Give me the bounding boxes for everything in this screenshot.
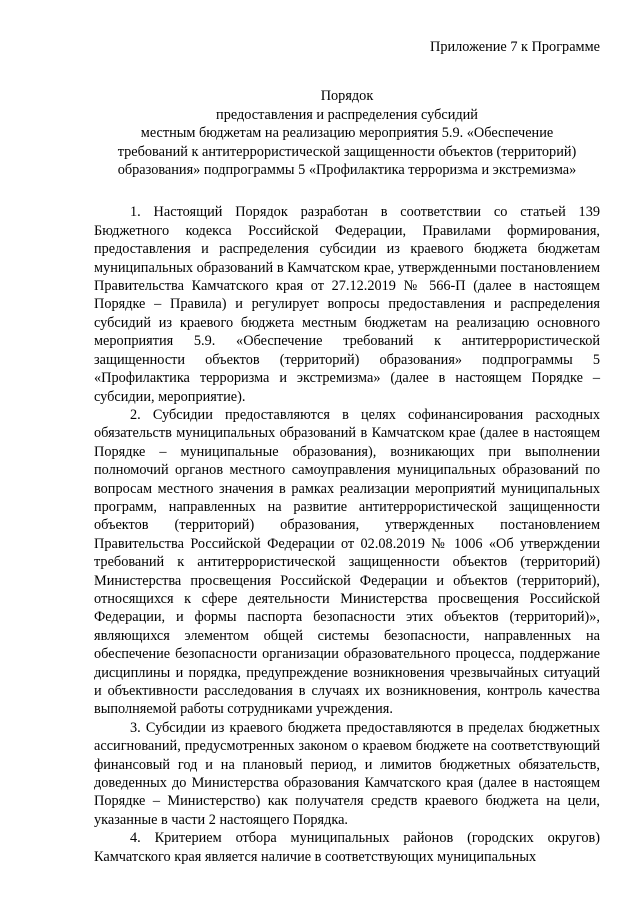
title-line: требований к антитеррористической защищенности объектов (территорий) [117,143,577,160]
document-title [94,87,600,179]
title-line: местным бюджетам на реализацию мероприятия 5.9. «Обеспечение [140,125,554,142]
paragraph-3: 3. Субсидии из краевого бюджета предоставляются в пределах бюджетных ассигнований, предусмотренных законом о краевом бюджете на соответствующий финансовый год и на плановый период, и лимитов бюджетных обязательств, доведенных до Министерства образования Камчатского края (далее в настоящем Порядке – Министерство) как получателя средств краевого бюджета на цели, указанные в части 2 настоящего Порядка. [94,719,600,828]
title-line: образования» подпрограммы 5 «Профилактика терроризма и экстремизма» [117,162,577,179]
title-line: Порядок [320,88,374,105]
paragraph-2: 2. Субсидии предоставляются в целях софинансирования расходных обязательств муниципальных образований в Камчатском крае (далее в настоящем Порядке – муниципальные образования), возникающих при выполнении полномочий органов местного самоуправления муниципальных образований по вопросам местного значения в рамках реализации мероприятий муниципальных программ, направленных на развитие антитеррористической защищенности объектов (территорий) образования, утвержденных постановлением Правительства Российской Федерации от 02.08.2019 № 1006 «Об утверждении требований к антитеррористической защищенности объектов (территорий) Министерства просвещения Российской Федерации и объектов (территорий), относящихся к сфере деятельности Министерства просвещения Российской Федерации, и формы паспорта безопасности этих объектов (территорий)», являющихся элементом общей системы безопасности, направленных на обеспечение безопасности организации образовательного процесса, поддержание дисциплины и порядка, предупреждение возникновения чрезвычайных ситуаций и объективности расследования в случаях их возникновения, контроль качества выполняемой работы сотрудниками учреждения. [94,406,600,718]
title-line: предоставления и распределения субсидий [216,106,478,123]
paragraph-1: 1. Настоящий Порядок разработан в соответствии со статьей 139 Бюджетного кодекса Российской Федерации, Правилами формирования, предоставления и распределения субсидии из краевого бюджета бюджетам муниципальных образований в Камчатском крае, утвержденными постановлением Правительства Камчатского края от 27.12.2019 № 566-П (далее в настоящем Порядке – Правила) и регулирует вопросы предоставления и распределения субсидий из краевого бюджета местным бюджетам на реализацию основного мероприятия 5.9. «Обеспечение требований к антитеррористической защищенности объектов (территорий) образования» подпрограммы 5 «Профилактика терроризма и экстремизма» (далее в настоящем Порядке – субсидии, мероприятие). [94,204,600,405]
appendix-label: Приложение 7 к Программе [430,39,600,55]
paragraph-4: 4. Критерием отбора муниципальных районов (городских округов) Камчатского края является наличие в соответствующих муниципальных [94,830,600,865]
document-body [94,203,600,866]
